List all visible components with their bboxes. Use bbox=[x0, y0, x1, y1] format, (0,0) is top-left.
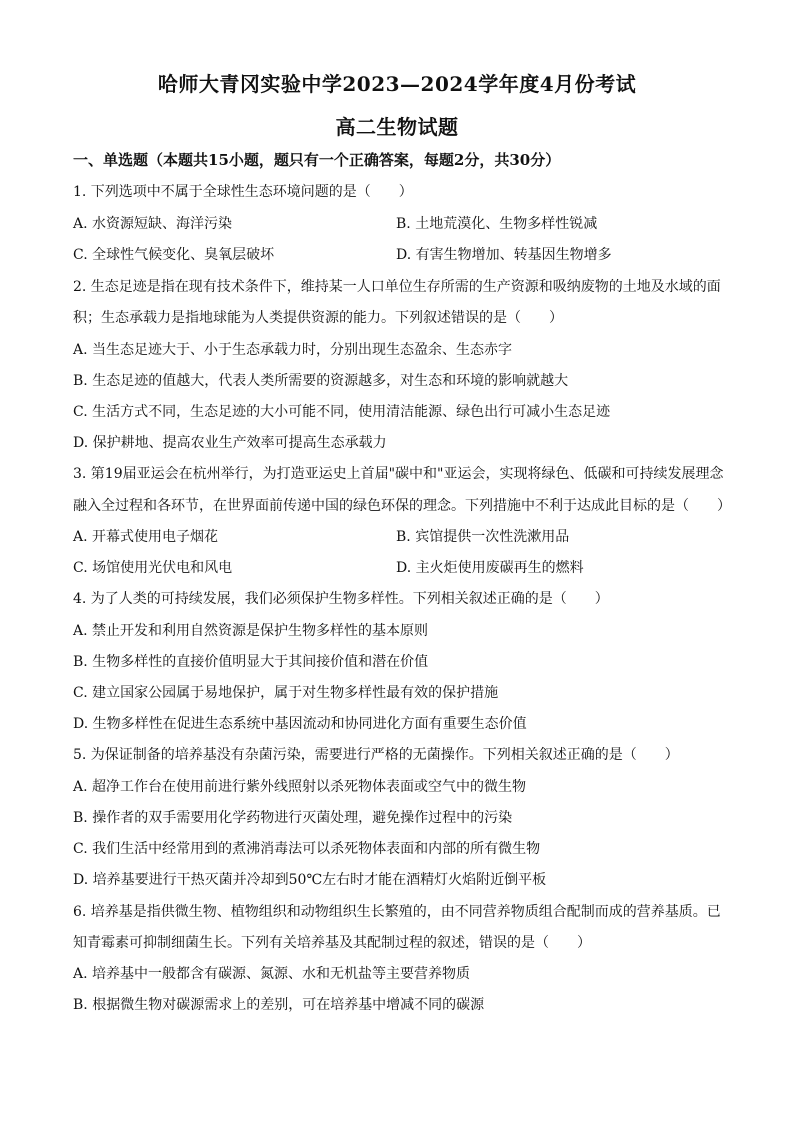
q6-option-a: A. 培养基中一般都含有碳源、氮源、水和无机盐等主要营养物质 bbox=[73, 966, 471, 982]
q2-stem-line2: 积；生态承载力是指地球能为人类提供资源的能力。下列叙述错误的是（ ） bbox=[73, 310, 563, 326]
q4-stem: 4. 为了人类的可持续发展，我们必须保护生物多样性。下列相关叙述正确的是（ ） bbox=[73, 591, 609, 607]
q3-stem-line2: 融入全过程和各环节，在世界面前传递中国的绿色环保的理念。下列措施中不利于达成此目标的是（ ） bbox=[73, 498, 731, 514]
q1-option-c: C. 全球性气候变化、臭氧层破坏 bbox=[73, 247, 275, 263]
q3-option-d: D. 主火炬使用废碳再生的燃料 bbox=[396, 560, 584, 576]
exam-title: 哈师大青冈实验中学2023—2024学年度4月份考试 bbox=[157, 72, 637, 96]
q3-option-b: B. 宾馆提供一次性洗漱用品 bbox=[396, 529, 570, 545]
q1-option-b: B. 土地荒漠化、生物多样性锐减 bbox=[396, 216, 598, 232]
section-heading: 一、单选题（本题共15小题，题只有一个正确答案，每题2分，共30分） bbox=[73, 151, 561, 169]
q5-option-d: D. 培养基要进行干热灭菌并冷却到50℃左右时才能在酒精灯火焰附近倒平板 bbox=[73, 872, 547, 888]
exam-subtitle: 高二生物试题 bbox=[335, 115, 459, 139]
q2-option-b: B. 生态足迹的值越大，代表人类所需要的资源越多，对生态和环境的影响就越大 bbox=[73, 373, 569, 389]
q5-option-b: B. 操作者的双手需要用化学药物进行灭菌处理，避免操作过程中的污染 bbox=[73, 810, 513, 826]
q2-stem-line1: 2. 生态足迹是指在现有技术条件下，维持某一人口单位生存所需的生产资源和吸纳废物的土地及水域的面 bbox=[73, 279, 721, 295]
q5-stem: 5. 为保证制备的培养基没有杂菌污染，需要进行严格的无菌操作。下列相关叙述正确的是（ ） bbox=[73, 747, 679, 763]
q2-option-a: A. 当生态足迹大于、小于生态承载力时，分别出现生态盈余、生态赤字 bbox=[73, 342, 513, 358]
q3-option-a: A. 开幕式使用电子烟花 bbox=[73, 529, 219, 545]
q4-option-a: A. 禁止开发和利用自然资源是保护生物多样性的基本原则 bbox=[73, 623, 429, 639]
q2-option-d: D. 保护耕地、提高农业生产效率可提高生态承载力 bbox=[73, 435, 387, 451]
q1-option-d: D. 有害生物增加、转基因生物增多 bbox=[396, 247, 612, 263]
q4-option-b: B. 生物多样性的直接价值明显大于其间接价值和潜在价值 bbox=[73, 654, 429, 670]
q3-stem-line1: 3. 第19届亚运会在杭州举行，为打造亚运史上首届"碳中和"亚运会，实现将绿色、低碳和可持续发展理念 bbox=[73, 466, 724, 482]
q2-option-c: C. 生活方式不同，生态足迹的大小可能不同，使用清洁能源、绿色出行可减小生态足迹 bbox=[73, 404, 611, 420]
q6-stem-line1: 6. 培养基是指供微生物、植物组织和动物组织生长繁殖的，由不同营养物质组合配制而成的营养基质。已 bbox=[73, 904, 721, 920]
q4-option-c: C. 建立国家公园属于易地保护，属于对生物多样性最有效的保护措施 bbox=[73, 685, 499, 701]
q6-stem-line2: 知青霉素可抑制细菌生长。下列有关培养基及其配制过程的叙述，错误的是（ ） bbox=[73, 935, 591, 951]
q5-option-a: A. 超净工作台在使用前进行紫外线照射以杀死物体表面或空气中的微生物 bbox=[73, 779, 527, 795]
q1-stem: 1. 下列选项中不属于全球性生态环境问题的是（ ） bbox=[73, 184, 413, 200]
q5-option-c: C. 我们生活中经常用到的煮沸消毒法可以杀死物体表面和内部的所有微生物 bbox=[73, 841, 541, 857]
q1-option-a: A. 水资源短缺、海洋污染 bbox=[73, 216, 233, 232]
q4-option-d: D. 生物多样性在促进生态系统中基因流动和协同进化方面有重要生态价值 bbox=[73, 716, 527, 732]
q6-option-b: B. 根据微生物对碳源需求上的差别，可在培养基中增减不同的碳源 bbox=[73, 997, 485, 1013]
q3-option-c: C. 场馆使用光伏电和风电 bbox=[73, 560, 233, 576]
